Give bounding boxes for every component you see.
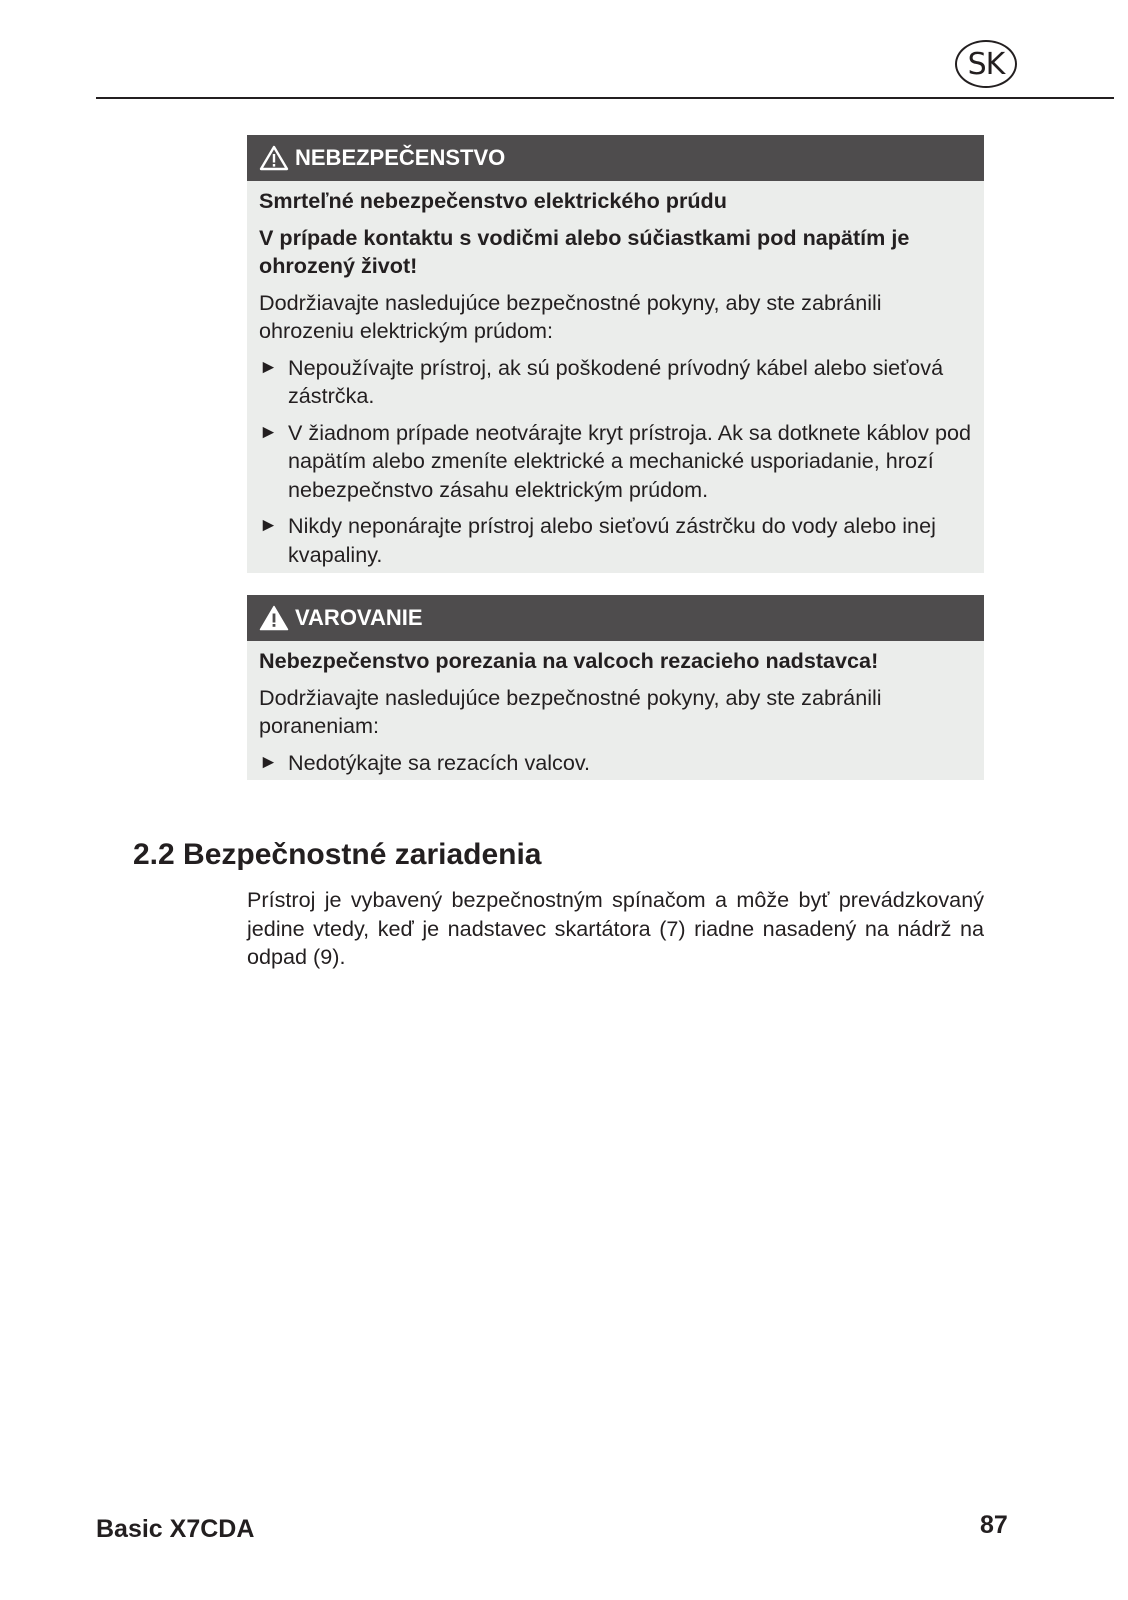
list-item [259, 354, 972, 411]
list-item [259, 512, 972, 569]
danger-notice-title: NEBEZPEČENSTVO [295, 145, 506, 170]
danger-notice-subtitle: Smrteľné nebezpečenstvo elektrického prúdu [259, 188, 727, 213]
list-item-text: Nikdy neponárajte prístroj alebo sieťovú zástrčku do vody alebo inej kvapaliny. [288, 513, 936, 567]
list-item [259, 749, 972, 778]
warning-notice-box [247, 595, 984, 780]
warning-outline-icon [259, 145, 289, 171]
warning-notice-subtitle: Nebezpečenstvo porezania na valcoch rezacieho nadstavca! [259, 648, 879, 673]
danger-notice-intro: Dodržiavajte nasledujúce bezpečnostné pokyny, aby ste zabránili ohrozeniu elektrickým prúdom: [259, 289, 882, 343]
language-badge: SK [955, 40, 1017, 88]
warning-notice-header [247, 595, 984, 641]
list-item [259, 419, 972, 505]
list-item-text: V žiadnom prípade neotvárajte kryt prístroja. Ak sa dotknete káblov pod napätím alebo zmeníte elektrické a mechanické usporiadanie, hrozí nebezpečnstvo zásahu elektrickým prúdom. [288, 419, 971, 502]
bullet-arrow-icon: ► [259, 515, 278, 536]
warning-filled-icon [259, 605, 289, 631]
section-title: 2.2 Bezpečnostné zariadenia [133, 838, 542, 871]
section-body: Prístroj je vybavený bezpečnostným spínačom a môže byť prevádzkovaný jedine vtedy, keď je nadstavec skartátora (7) riadne nasadený na nádrž na odpad (9). [247, 887, 984, 969]
danger-notice-box [247, 135, 984, 573]
bullet-arrow-icon: ► [259, 751, 278, 773]
bullet-arrow-icon: ► [259, 356, 278, 378]
footer-page-number: 87 [980, 1511, 1008, 1539]
warning-notice-intro: Dodržiavajte nasledujúce bezpečnostné pokyny, aby ste zabránili poraneniam: [259, 684, 882, 738]
list-item-text: Nepoužívajte prístroj, ak sú poškodené prívodný kábel alebo sieťová zástrčka. [288, 354, 944, 408]
list-item-text: Nedotýkajte sa rezacích valcov. [288, 749, 591, 775]
danger-notice-header [247, 135, 984, 181]
bullet-arrow-icon: ► [259, 421, 278, 443]
header-rule [96, 97, 1114, 99]
footer-product-name: Basic X7CDA [96, 1515, 255, 1543]
warning-notice-title: VAROVANIE [295, 605, 423, 630]
danger-notice-bold-text: V prípade kontaktu s vodičmi alebo súčiastkami pod napätím je ohrozený život! [259, 224, 910, 278]
